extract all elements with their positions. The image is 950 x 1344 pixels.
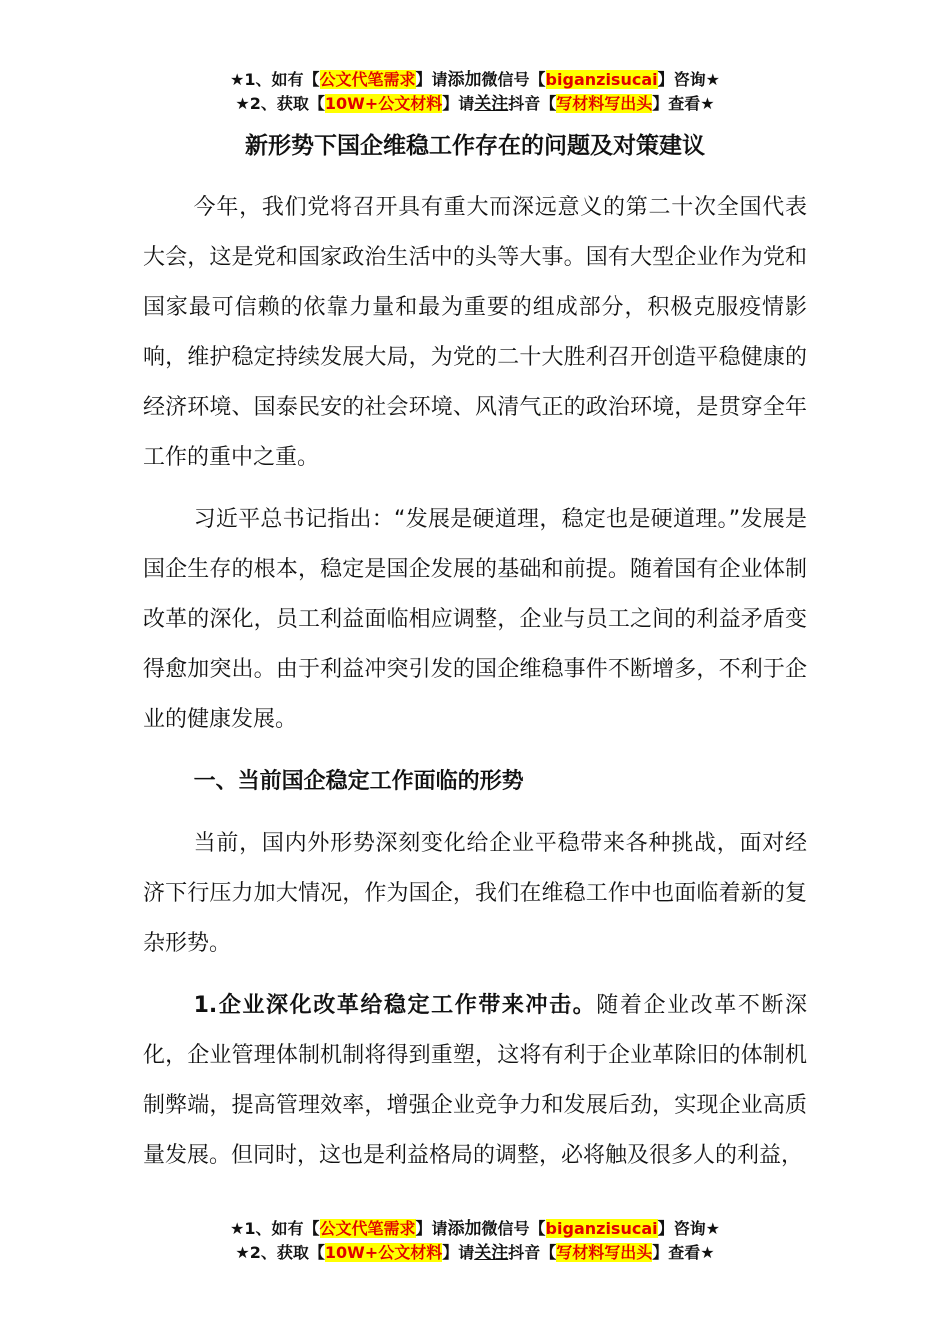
wechat-id-highlight: biganzisucai [545, 1219, 658, 1238]
paragraph-text: 随着企业改革不断深化，企业管理体制机制将得到重塑，这将有利于企业革除旧的体制机制弊端，提高管理效率，增强企业竞争力和发展后劲，实现企业高质量发展。但同时，这也是利益格局的调整，必将触及很多人的利益， [143, 993, 807, 1168]
banner-text: 抖音【 [508, 94, 557, 113]
banner-text: 关注 [474, 94, 509, 114]
banner-text: 添加 [447, 70, 482, 90]
banner-line-1 [0, 1217, 950, 1241]
document-title: 新形势下国企维稳工作存在的问题及对策建议 [245, 133, 705, 159]
banner-text: 关注 [474, 1243, 509, 1263]
header-ad-banner [0, 68, 950, 116]
banner-text: 】咨询★ [657, 1219, 720, 1238]
section-heading: 一、当前国企稳定工作面临的形势 [193, 769, 524, 794]
document-body [143, 183, 807, 1193]
banner-line-2 [0, 1241, 950, 1265]
banner-text: 】查看★ [652, 94, 715, 113]
banner-text: ★1、如有【 [230, 70, 320, 89]
banner-line-1 [0, 68, 950, 92]
douyin-id-highlight: 写材料写出头 [556, 94, 653, 113]
paragraph: 习近平总书记指出：“发展是硬道理，稳定也是硬道理。”发展是国企生存的根本，稳定是国企发展的基础和前提。随着国有企业体制改革的深化，员工利益面临相应调整，企业与员工之间的利益矛盾变得愈加突出。由于利益冲突引发的国企维稳事件不断增多，不利于企业的健康发展。 [143, 507, 807, 732]
wechat-id-highlight: biganzisucai [545, 70, 658, 89]
banner-highlight: 公文代笔需求 [319, 1219, 416, 1238]
banner-line-2 [0, 92, 950, 116]
paragraph: 今年，我们党将召开具有重大而深远意义的第二十次全国代表大会，这是党和国家政治生活中的头等大事。国有大型企业作为党和国家最可信赖的依靠力量和最为重要的组成部分，积极克服疫情影响，维护稳定持续发展大局，为党的二十大胜利召开创造平稳健康的经济环境、国泰民安的社会环境、风清气正的政治环境，是贯穿全年工作的重中之重。 [143, 195, 807, 470]
banner-highlight: 10W+公文材料 [324, 1243, 443, 1262]
banner-text: 】请 [442, 1243, 475, 1262]
banner-text: 抖音【 [508, 1243, 557, 1262]
banner-text: 微信号【 [481, 1219, 546, 1238]
banner-text: ★2、获取【 [235, 1243, 325, 1262]
paragraph [143, 981, 807, 1181]
banner-text: 】查看★ [652, 1243, 715, 1262]
footer-ad-banner [0, 1217, 950, 1265]
banner-text: 】请 [415, 70, 448, 89]
banner-highlight: 公文代笔需求 [319, 70, 416, 89]
banner-text: 】请 [442, 94, 475, 113]
banner-text: 】咨询★ [657, 70, 720, 89]
banner-text: ★2、获取【 [235, 94, 325, 113]
banner-text: 添加 [447, 1219, 482, 1239]
paragraph: 当前，国内外形势深刻变化给企业平稳带来各种挑战，面对经济下行压力加大情况，作为国企，我们在维稳工作中也面临着新的复杂形势。 [143, 831, 807, 956]
banner-highlight: 10W+公文材料 [324, 94, 443, 113]
paragraph-lead: 1.企业深化改革给稳定工作带来冲击。 [193, 993, 597, 1018]
banner-text: 】请 [415, 1219, 448, 1238]
douyin-id-highlight: 写材料写出头 [556, 1243, 653, 1262]
banner-text: ★1、如有【 [230, 1219, 320, 1238]
banner-text: 微信号【 [481, 70, 546, 89]
